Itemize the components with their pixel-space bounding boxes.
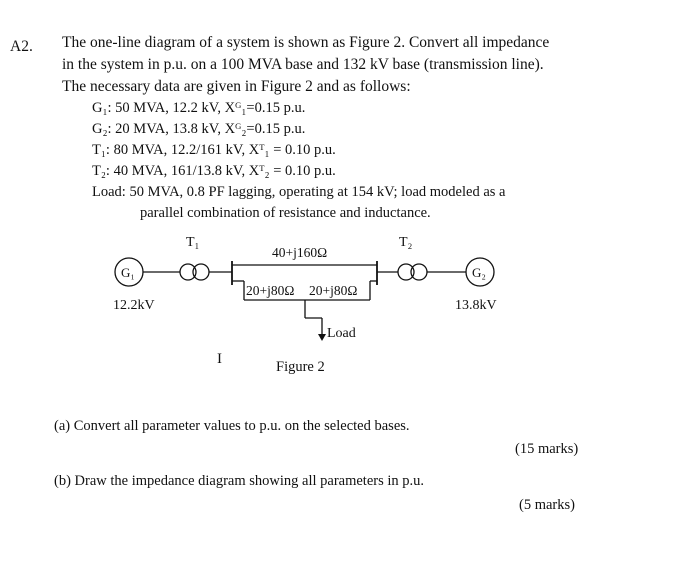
text-cursor: I bbox=[217, 351, 222, 367]
load-data-cont: parallel combination of resistance and inductance. bbox=[140, 205, 431, 221]
part-a-marks: (15 marks) bbox=[515, 441, 579, 457]
part-a-text: (a) Convert all parameter values to p.u. on the selected bases. bbox=[54, 418, 410, 434]
t1-label: T₁ bbox=[186, 235, 200, 250]
g1-data: G₁: 50 MVA, 12.2 kV, Xᴳ₁=0.15 p.u. bbox=[92, 100, 306, 116]
question-intro-line-3: The necessary data are given in Figure 2 and as follows: bbox=[62, 78, 411, 95]
g2-data: G₂: 20 MVA, 13.8 kV, Xᴳ₂=0.15 p.u. bbox=[92, 121, 306, 137]
load-label: Load bbox=[327, 326, 356, 341]
t1-data: T₁: 80 MVA, 12.2/161 kV, Xᵀ₁ = 0.10 p.u. bbox=[92, 142, 336, 158]
g2-voltage-label: 13.8kV bbox=[455, 298, 497, 313]
line-impedance-right: 20+j80Ω bbox=[309, 283, 358, 298]
g1-label: G₁ bbox=[121, 265, 135, 280]
t2-data: T₂: 40 MVA, 161/13.8 kV, Xᵀ₂ = 0.10 p.u. bbox=[92, 163, 336, 179]
load-data: Load: 50 MVA, 0.8 PF lagging, operating at 154 kV; load modeled as a bbox=[92, 184, 506, 200]
g1-voltage-label: 12.2kV bbox=[113, 298, 155, 313]
figure-caption: Figure 2 bbox=[276, 359, 325, 375]
question-intro-line-1: The one-line diagram of a system is shown as Figure 2. Convert all impedance bbox=[62, 34, 550, 51]
question-number: A2. bbox=[10, 38, 33, 55]
question-intro-line-2: in the system in p.u. on a 100 MVA base and 132 kV base (transmission line). bbox=[62, 56, 544, 73]
load-arrow-icon bbox=[318, 334, 326, 341]
g2-label: G₂ bbox=[472, 265, 486, 280]
line-impedance-top: 40+j160Ω bbox=[272, 245, 328, 260]
part-b-marks: (5 marks) bbox=[519, 497, 575, 513]
part-b-text: (b) Draw the impedance diagram showing all parameters in p.u. bbox=[54, 473, 425, 489]
t2-label: T₂ bbox=[399, 235, 413, 250]
line-impedance-left: 20+j80Ω bbox=[246, 283, 295, 298]
